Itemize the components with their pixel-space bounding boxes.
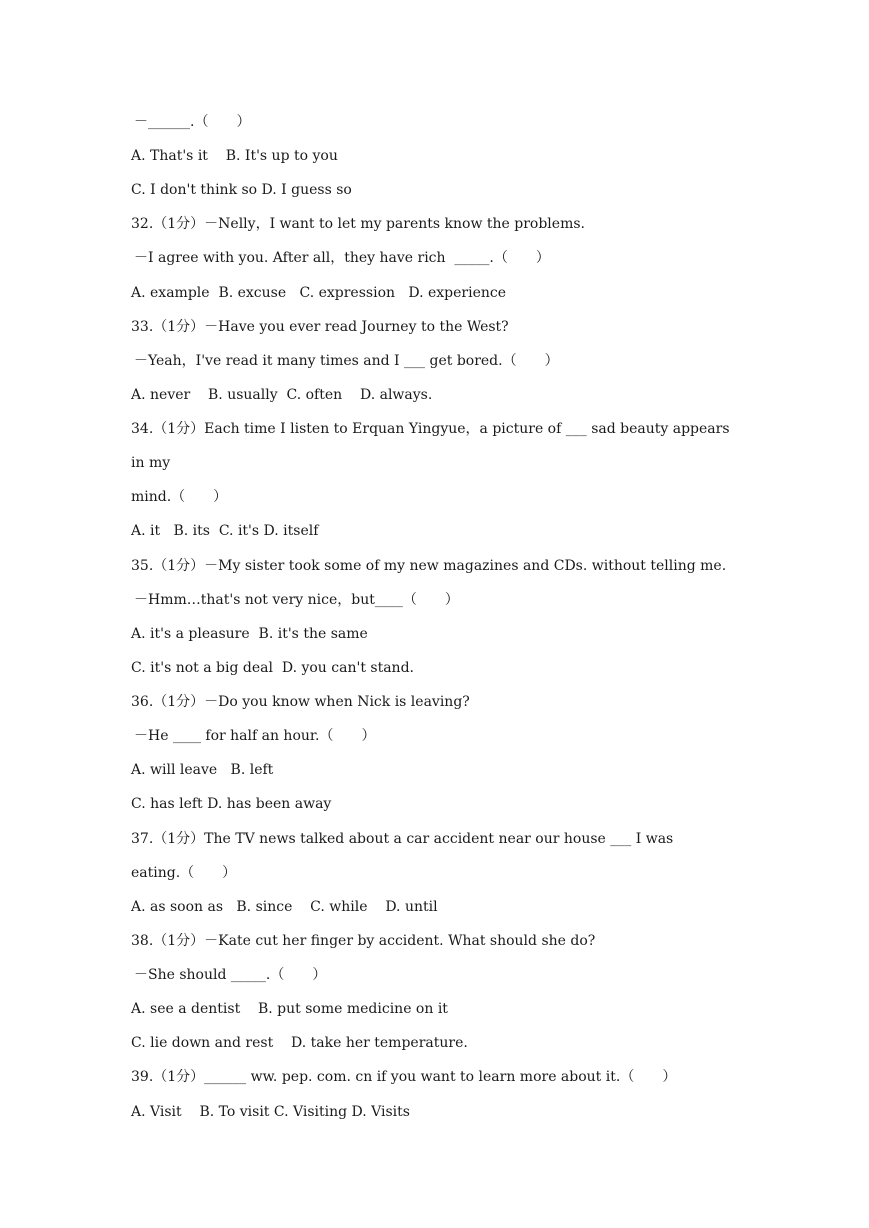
q35-options-cd: C. it's not a big deal D. you can't stand.: [131, 660, 414, 676]
q32-response: －I agree with you. After all，they have rich _____.（ ）: [134, 250, 550, 266]
q34-options: A. it B. its C. it's D. itself: [131, 523, 319, 539]
q31-options-ab: A. That's it B. It's up to you: [131, 148, 338, 164]
q34-question-cont: in my: [131, 455, 171, 471]
q39-question: 39.（1分）______ ww. pep. com. cn if you want to learn more about it.（ ）: [131, 1069, 677, 1085]
q35-response: －Hmm…that's not very nice，but____（ ）: [134, 592, 459, 608]
q36-options-ab: A. will leave B. left: [131, 762, 274, 778]
q37-question: 37.（1分）The TV news talked about a car accident near our house ___ I was: [131, 831, 674, 847]
q36-question: 36.（1分）－Do you know when Nick is leaving?: [131, 694, 470, 710]
q33-options: A. never B. usually C. often D. always.: [131, 387, 433, 403]
q35-options-ab: A. it's a pleasure B. it's the same: [131, 626, 368, 642]
q35-question: 35.（1分）－My sister took some of my new magazines and CDs. without telling me.: [131, 558, 727, 574]
q37-question-cont: eating.（ ）: [131, 865, 237, 881]
q33-question: 33.（1分）－Have you ever read Journey to the West?: [131, 319, 509, 335]
q33-response: －Yeah，I've read it many times and I ___ get bored.（ ）: [134, 353, 559, 369]
q34-question-end: mind.（ ）: [131, 489, 228, 505]
q36-options-cd: C. has left D. has been away: [131, 796, 332, 812]
q38-options-cd: C. lie down and rest D. take her temperature.: [131, 1035, 468, 1051]
q39-options: A. Visit B. To visit C. Visiting D. Visits: [131, 1104, 410, 1120]
q38-options-ab: A. see a dentist B. put some medicine on it: [131, 1001, 448, 1017]
q36-response: －He ____ for half an hour.（ ）: [134, 728, 376, 744]
q32-question: 32.（1分）－Nelly，I want to let my parents know the problems.: [131, 216, 585, 232]
q31-options-cd: C. I don't think so D. I guess so: [131, 182, 352, 198]
q38-response: －She should _____.（ ）: [134, 967, 327, 983]
q31-answer-blank: －______.（ ）: [134, 114, 251, 130]
q37-options: A. as soon as B. since C. while D. until: [131, 899, 438, 915]
q34-question: 34.（1分）Each time I listen to Erquan Yingyue，a picture of ___ sad beauty appears: [131, 421, 730, 437]
q32-options: A. example B. excuse C. expression D. experience: [131, 285, 507, 301]
q38-question: 38.（1分）－Kate cut her finger by accident. What should she do?: [131, 933, 596, 949]
